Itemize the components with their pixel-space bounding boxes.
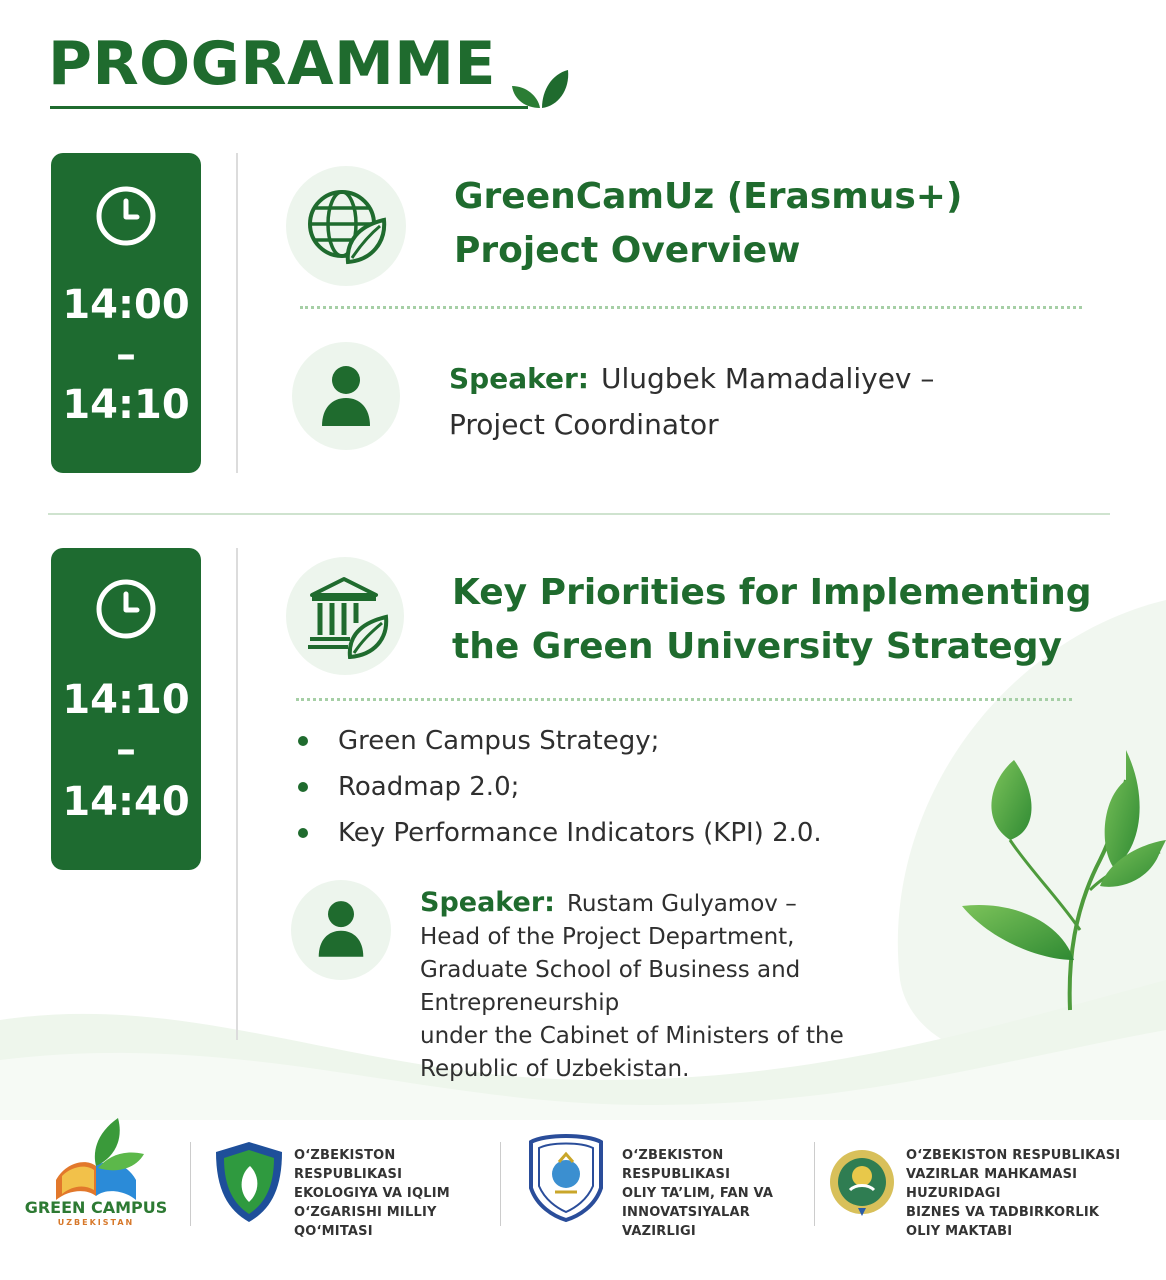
- page-title: PROGRAMME: [48, 29, 496, 99]
- person-icon-badge: [292, 342, 400, 450]
- list-item-text: Key Performance Indicators (KPI) 2.0.: [338, 818, 822, 848]
- time-end: 14:40: [62, 779, 190, 825]
- session-title-line: Key Priorities for Implementing: [452, 572, 1092, 613]
- session-1-title: [454, 170, 1094, 278]
- green-campus-subtitle: UZBEKISTAN: [57, 1218, 135, 1227]
- org-name-line: O‘ZBEKISTON RESPUBLIKASI: [622, 1148, 731, 1182]
- org-name-line: O‘ZGARISHI MILLIY: [294, 1205, 437, 1220]
- speaker-name: Rustam Gulyamov –: [566, 891, 797, 917]
- time-start: 14:10: [62, 677, 190, 723]
- leaf-sprout-icon: [508, 56, 572, 112]
- green-campus-name: GREEN CAMPUS: [24, 1198, 168, 1217]
- time-end: 14:10: [62, 382, 190, 428]
- dotted-separator: [296, 698, 1072, 701]
- session-title-line: GreenCamUz (Erasmus+): [454, 176, 963, 217]
- speaker-role-line: under the Cabinet of Ministers of the: [420, 1023, 844, 1049]
- org-name-higher-education-ministry: [622, 1146, 812, 1241]
- time-start: 14:00: [62, 282, 190, 328]
- clock-icon: [95, 185, 157, 247]
- org-name-line: VAZIRLIGI: [622, 1224, 696, 1239]
- person-icon: [318, 364, 374, 426]
- topic-list: [296, 718, 822, 856]
- ministry-emblem: [525, 1132, 607, 1222]
- org-name-ecology-committee: [294, 1146, 494, 1241]
- time-separator: –: [116, 727, 136, 773]
- footer-separator: [190, 1142, 191, 1226]
- bullet-dot-icon: [298, 828, 308, 838]
- globe-leaf-icon: [304, 184, 388, 268]
- bullet-dot-icon: [298, 736, 308, 746]
- list-item-text: Green Campus Strategy;: [338, 726, 660, 756]
- list-item: [296, 718, 822, 764]
- state-emblem: [828, 1144, 896, 1220]
- session-title-line: Project Overview: [454, 230, 801, 271]
- time-block-session-2: [51, 548, 201, 870]
- plant-sprout-illustration: [950, 740, 1166, 1020]
- footer-separator: [500, 1142, 501, 1226]
- org-name-line: OLIY TA’LIM, FAN VA: [622, 1186, 774, 1201]
- list-item: [296, 810, 822, 856]
- timeline-line: [236, 548, 238, 1040]
- bullet-dot-icon: [298, 782, 308, 792]
- session-title-line: the Green University Strategy: [452, 626, 1062, 667]
- org-name-line: EKOLOGIYA VA IQLIM: [294, 1186, 450, 1201]
- shield-leaf-emblem: [212, 1140, 286, 1224]
- speaker-info-session-2: [420, 886, 980, 1086]
- title-underline: [50, 106, 528, 109]
- session-2-title: [452, 566, 1112, 674]
- speaker-label: Speaker:: [449, 362, 589, 395]
- person-icon-badge: [291, 880, 391, 980]
- time-block-session-1: [51, 153, 201, 473]
- speaker-role: Project Coordinator: [449, 408, 719, 441]
- org-name-line: OLIY MAKTABI: [906, 1224, 1013, 1239]
- speaker-name: Ulugbek Mamadaliyev –: [600, 362, 935, 395]
- list-item: [296, 764, 822, 810]
- speaker-role-line: Graduate School of Business and Entrepreneurship: [420, 957, 801, 1016]
- person-icon: [315, 898, 367, 958]
- time-separator: –: [116, 332, 136, 378]
- dotted-separator: [300, 306, 1082, 309]
- org-name-business-school: [906, 1146, 1146, 1241]
- org-name-line: VAZIRLAR MAHKAMASI HUZURIDAGI: [906, 1167, 1078, 1201]
- section-divider: [48, 513, 1110, 515]
- org-name-line: QO‘MITASI: [294, 1224, 373, 1239]
- globe-leaf-icon-badge: [286, 166, 406, 286]
- speaker-info-session-1: [449, 356, 1069, 448]
- org-name-line: BIZNES VA TADBIRKORLIK: [906, 1205, 1100, 1220]
- speaker-label: Speaker:: [420, 887, 555, 918]
- speaker-role-line: Republic of Uzbekistan.: [420, 1056, 690, 1082]
- org-name-line: INNOVATSIYALAR: [622, 1205, 750, 1220]
- clock-icon: [95, 578, 157, 640]
- footer-separator: [814, 1142, 815, 1226]
- timeline-line: [236, 153, 238, 473]
- org-name-line: O‘ZBEKISTON RESPUBLIKASI: [906, 1148, 1121, 1163]
- list-item-text: Roadmap 2.0;: [338, 772, 520, 802]
- university-leaf-icon-badge: [286, 557, 404, 675]
- speaker-role-line: Head of the Project Department,: [420, 924, 795, 950]
- org-name-line: O‘ZBEKISTON RESPUBLIKASI: [294, 1148, 403, 1182]
- university-leaf-icon: [304, 573, 390, 659]
